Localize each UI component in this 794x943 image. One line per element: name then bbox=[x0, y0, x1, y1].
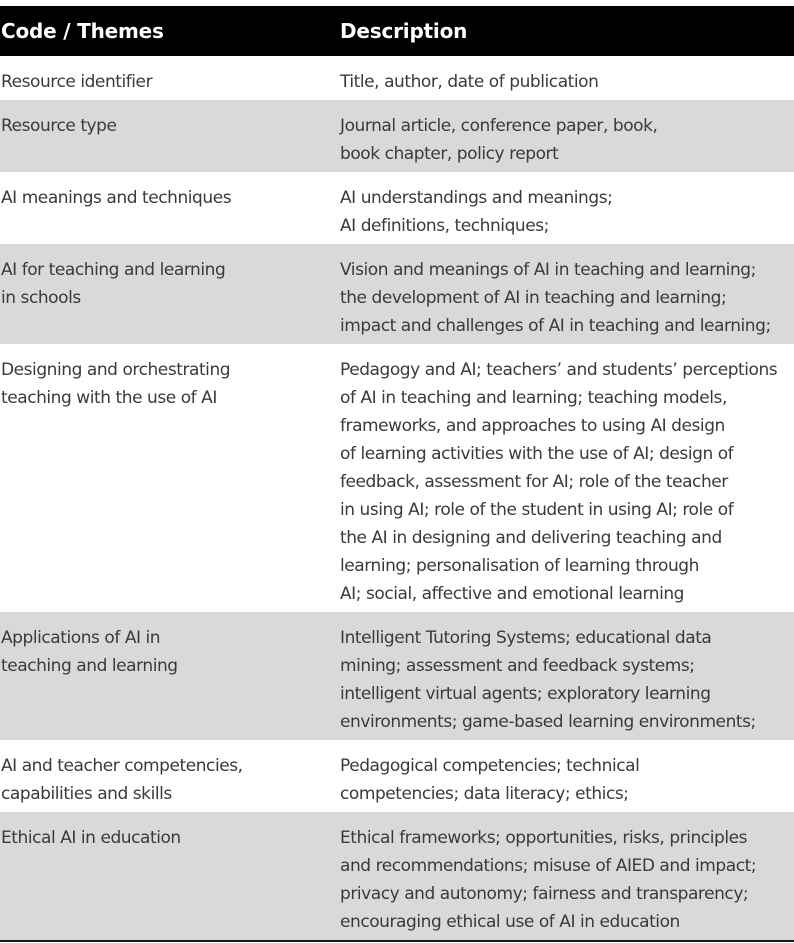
table-row bbox=[0, 100, 794, 172]
description-line: in using AI; role of the student in using AI; role of bbox=[340, 500, 734, 520]
theme-line: AI for teaching and learning bbox=[1, 260, 226, 280]
themes-table bbox=[0, 6, 794, 942]
description-cell bbox=[340, 824, 794, 936]
theme-line: Resource type bbox=[1, 116, 117, 136]
table-row bbox=[0, 812, 794, 940]
theme-cell bbox=[0, 256, 340, 340]
theme-line: Designing and orchestrating bbox=[1, 360, 231, 380]
description-line: encouraging ethical use of AI in education bbox=[340, 912, 680, 932]
description-line: Vision and meanings of AI in teaching and learning; bbox=[340, 260, 756, 280]
theme-line: Applications of AI in bbox=[1, 628, 161, 648]
table-row bbox=[0, 172, 794, 244]
description-line: impact and challenges of AI in teaching and learning; bbox=[340, 316, 771, 336]
description-cell bbox=[340, 624, 794, 736]
description-line: the AI in designing and delivering teaching and bbox=[340, 528, 722, 548]
description-line: Title, author, date of publication bbox=[340, 72, 599, 92]
description-line: Pedagogical competencies; technical bbox=[340, 756, 640, 776]
description-line: of AI in teaching and learning; teaching models, bbox=[340, 388, 727, 408]
theme-line: AI and teacher competencies, bbox=[1, 756, 243, 776]
table-row bbox=[0, 740, 794, 812]
header-description: Description bbox=[340, 19, 468, 43]
description-cell bbox=[340, 356, 794, 608]
description-line: of learning activities with the use of AI; design of bbox=[340, 444, 734, 464]
theme-line: capabilities and skills bbox=[1, 784, 172, 804]
description-cell bbox=[340, 112, 794, 168]
theme-cell bbox=[0, 184, 340, 240]
description-line: and recommendations; misuse of AIED and impact; bbox=[340, 856, 757, 876]
description-cell bbox=[340, 256, 794, 340]
header-code-themes: Code / Themes bbox=[1, 19, 164, 43]
description-line: mining; assessment and feedback systems; bbox=[340, 656, 695, 676]
theme-line: Ethical AI in education bbox=[1, 828, 181, 848]
table-row bbox=[0, 244, 794, 344]
theme-cell bbox=[0, 752, 340, 808]
description-line: environments; game-based learning environments; bbox=[340, 712, 756, 732]
theme-line: teaching with the use of AI bbox=[1, 388, 217, 408]
description-line: competencies; data literacy; ethics; bbox=[340, 784, 629, 804]
theme-line: Resource identifier bbox=[1, 72, 153, 92]
table-header bbox=[0, 6, 794, 56]
description-line: Intelligent Tutoring Systems; educational data bbox=[340, 628, 712, 648]
description-cell bbox=[340, 752, 794, 808]
description-line: Ethical frameworks; opportunities, risks, principles bbox=[340, 828, 748, 848]
table-body bbox=[0, 56, 794, 940]
theme-line: teaching and learning bbox=[1, 656, 178, 676]
description-line: frameworks, and approaches to using AI design bbox=[340, 416, 725, 436]
description-line: feedback, assessment for AI; role of the teacher bbox=[340, 472, 728, 492]
table-row bbox=[0, 344, 794, 612]
description-cell bbox=[340, 68, 794, 96]
description-line: AI; social, affective and emotional learning bbox=[340, 584, 685, 604]
description-line: intelligent virtual agents; exploratory learning bbox=[340, 684, 711, 704]
theme-cell bbox=[0, 624, 340, 736]
description-line: the development of AI in teaching and learning; bbox=[340, 288, 727, 308]
theme-cell bbox=[0, 356, 340, 608]
table-row bbox=[0, 612, 794, 740]
description-line: Journal article, conference paper, book, bbox=[340, 116, 658, 136]
theme-line: in schools bbox=[1, 288, 81, 308]
description-line: book chapter, policy report bbox=[340, 144, 559, 164]
theme-cell bbox=[0, 68, 340, 96]
description-line: Pedagogy and AI; teachers’ and students’ perceptions bbox=[340, 360, 778, 380]
table-row bbox=[0, 56, 794, 100]
description-line: learning; personalisation of learning through bbox=[340, 556, 699, 576]
description-line: privacy and autonomy; fairness and transparency; bbox=[340, 884, 749, 904]
theme-cell bbox=[0, 824, 340, 936]
theme-line: AI meanings and techniques bbox=[1, 188, 232, 208]
description-cell bbox=[340, 184, 794, 240]
theme-cell bbox=[0, 112, 340, 168]
description-line: AI definitions, techniques; bbox=[340, 216, 549, 236]
description-line: AI understandings and meanings; bbox=[340, 188, 613, 208]
